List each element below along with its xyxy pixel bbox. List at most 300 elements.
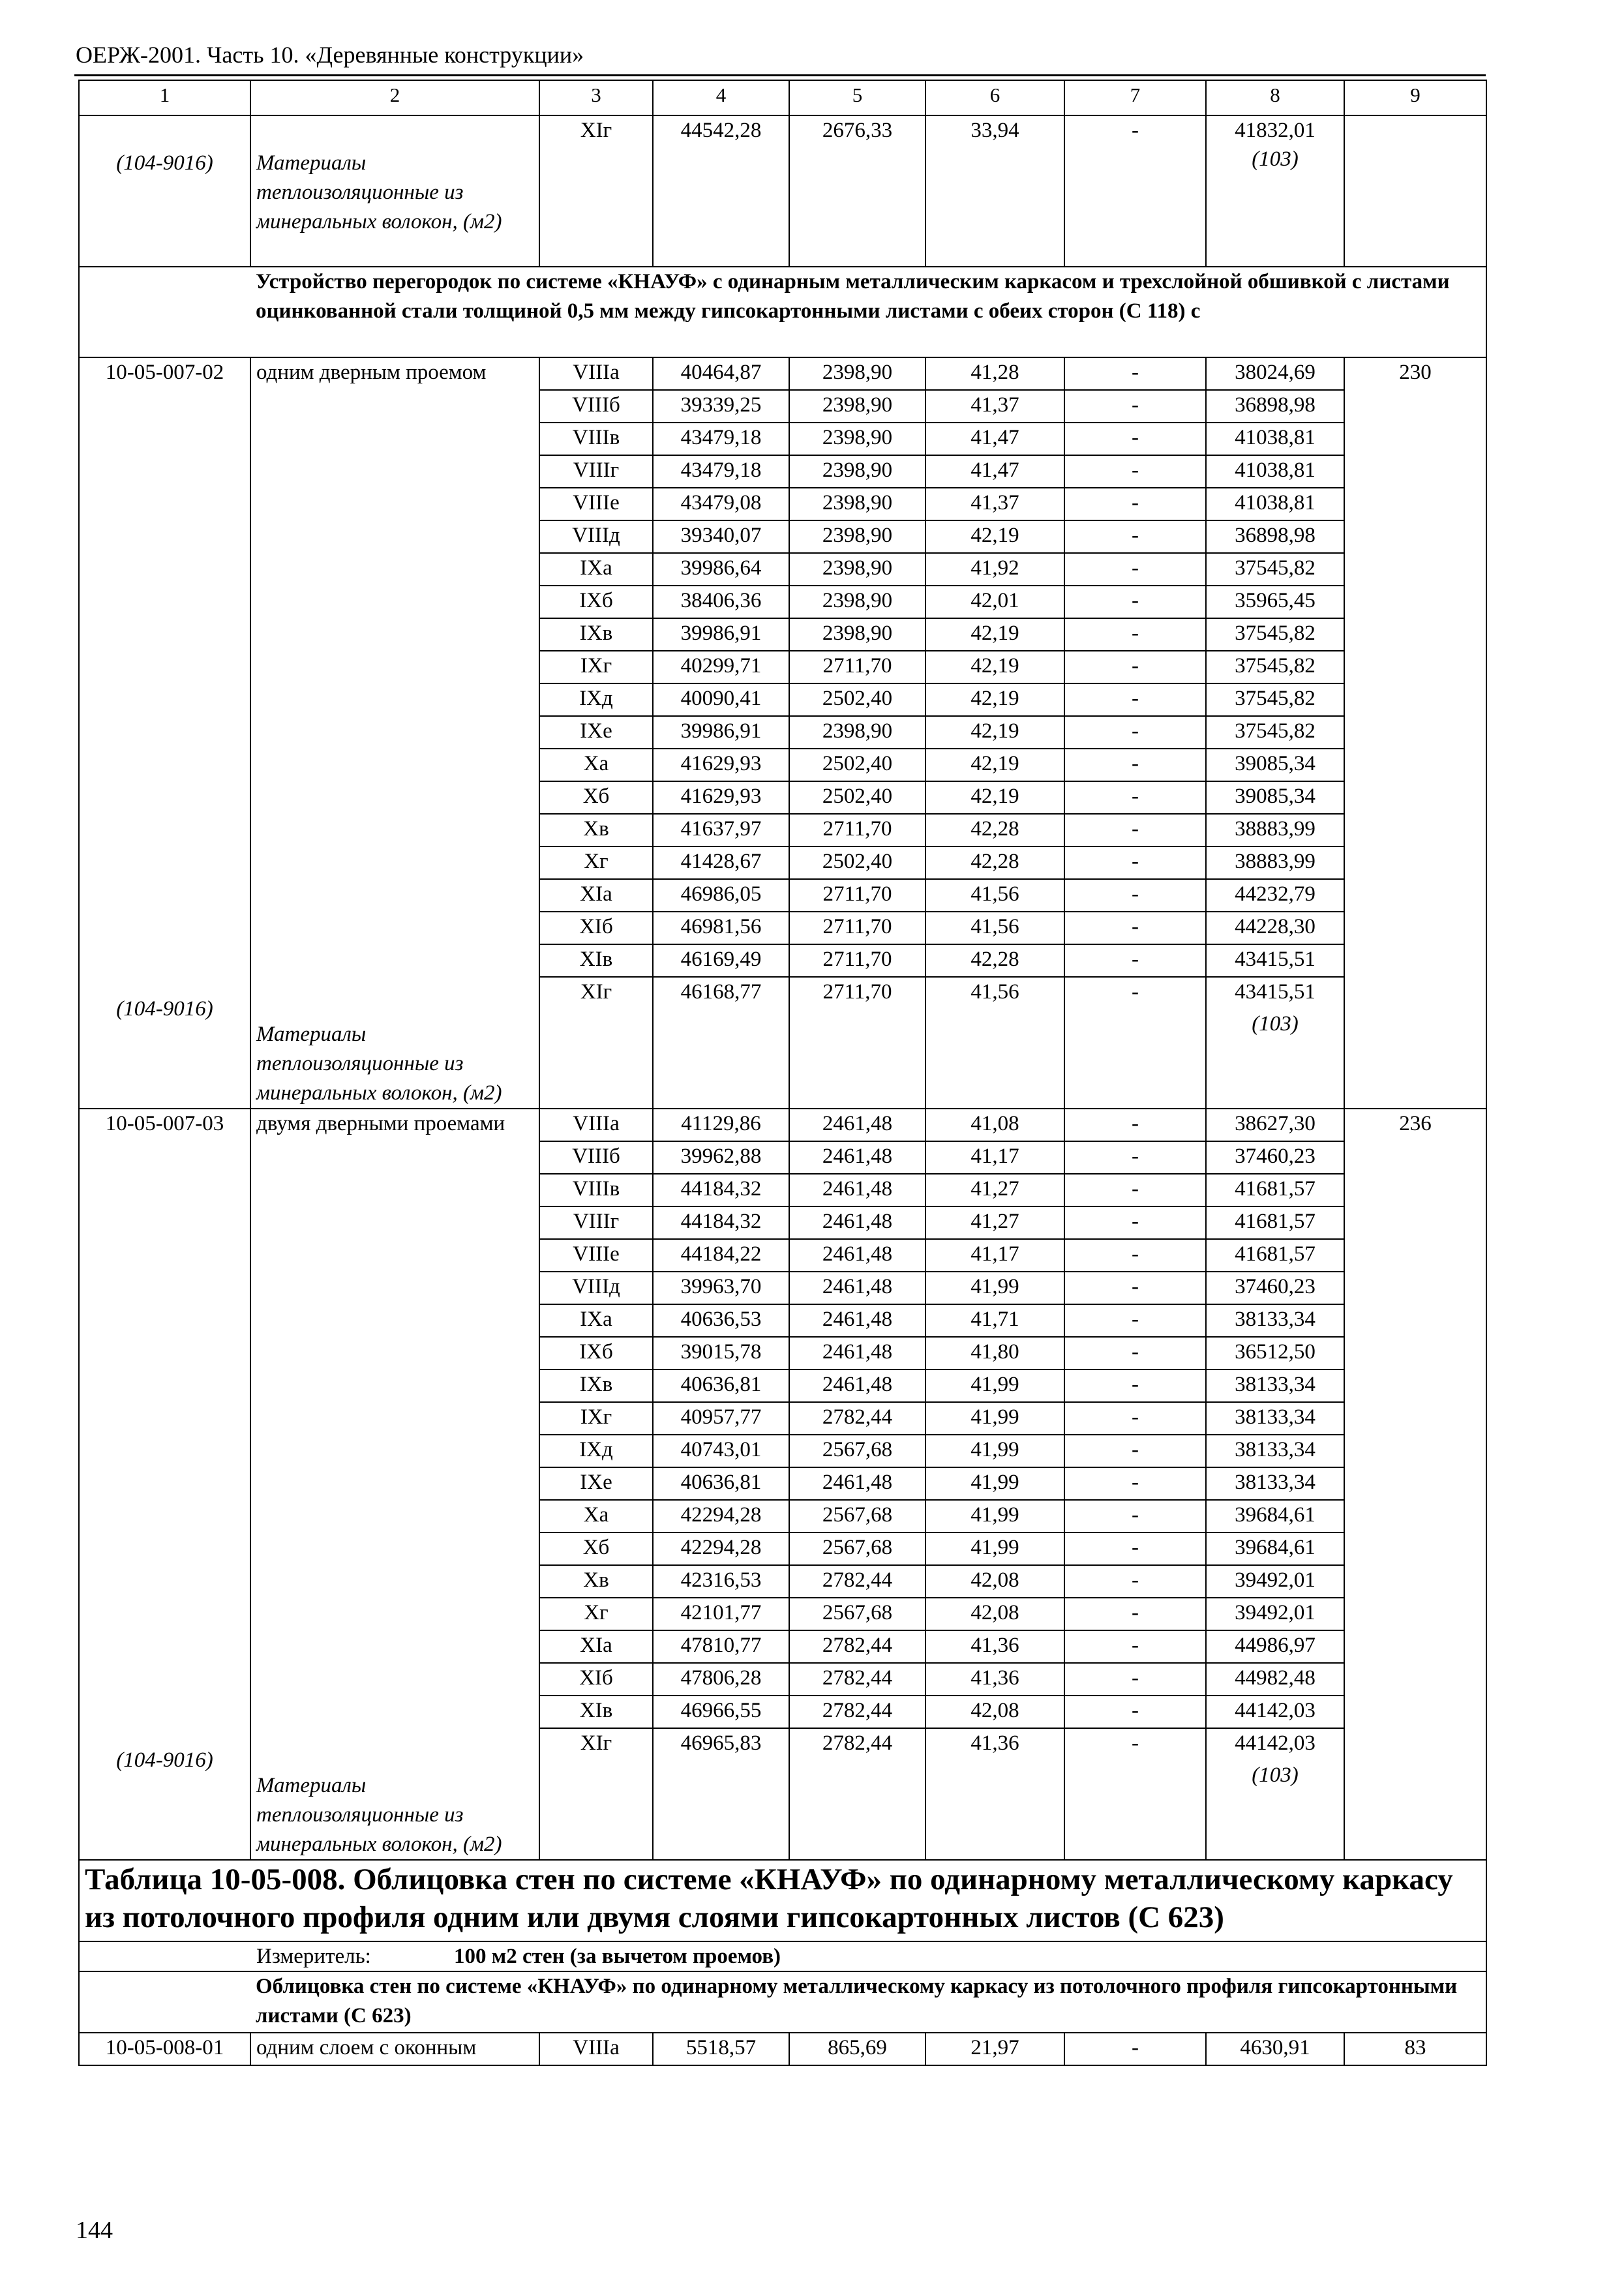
measure-cell [79,1941,1486,1971]
value-cell: - [1064,1206,1206,1239]
value-cell: 39986,64 [653,553,789,586]
name-cell [250,1109,539,1860]
region-cell: IXб [539,1337,653,1369]
value-cell: - [1064,390,1206,423]
value-cell: - [1064,1402,1206,1435]
count-cell: 230 [1344,357,1486,1109]
region-cell: IXв [539,1369,653,1402]
material-ref: (103) [1252,1012,1299,1036]
section-title: Устройство перегородок по системе «КНАУФ» с одинарным металлическим каркасом и трехслойной обшивкой с листами оцинкованной стали толщиной 0,5 мм между гипсокартонными листами с обеих сторон (С 118) с [250,267,1486,357]
value-cell: - [1064,846,1206,879]
column-number: 4 [653,80,789,115]
value-cell: 2711,70 [789,977,925,1010]
value-cell: - [1064,1337,1206,1369]
value-cell: - [1064,977,1206,1010]
value-cell: 44982,48 [1206,1663,1344,1696]
value-cell: - [1064,1533,1206,1565]
empty-cell [1064,1010,1206,1109]
value-cell: 2398,90 [789,390,925,423]
value-cell: 44184,32 [653,1206,789,1239]
region-cell: XIг [539,1728,653,1761]
empty-cell [925,1010,1064,1109]
value-cell: 47810,77 [653,1630,789,1663]
value-cell: 47806,28 [653,1663,789,1696]
region-cell: XIа [539,1630,653,1663]
value-cell: 40090,41 [653,683,789,716]
value-cell: 39986,91 [653,618,789,651]
empty-cell [539,1010,653,1109]
value-cell: 2711,70 [789,879,925,912]
value-cell: 41038,81 [1206,423,1344,455]
value-cell: 38133,34 [1206,1435,1344,1467]
rate-code: 10-05-007-02 [105,361,224,384]
value-cell: 41,80 [925,1337,1064,1369]
value-cell: 42,08 [925,1598,1064,1630]
value-cell: - [1064,749,1206,781]
value-cell: 39492,01 [1206,1565,1344,1598]
value-cell: - [1064,814,1206,846]
count-cell: 236 [1344,1109,1486,1860]
value-cell: - [1064,357,1206,390]
region-cell: IXе [539,1467,653,1500]
region-cell: VIIIе [539,1239,653,1272]
value-cell: 41129,86 [653,1109,789,1141]
region-cell: VIIIб [539,1141,653,1174]
value-cell: 42316,53 [653,1565,789,1598]
material-code: (104-9016) [116,151,213,175]
value-cell: - [1064,1630,1206,1663]
measure-value: 100 м2 стен (за вычетом проемов) [454,1945,781,1968]
value-cell: - [1064,1663,1206,1696]
value-cell: 41,99 [925,1435,1064,1467]
value-cell: 38133,34 [1206,1402,1344,1435]
value-cell: 39492,01 [1206,1598,1344,1630]
empty-cell [79,1971,250,2033]
value-cell: - [1064,683,1206,716]
region-cell: VIIIб [539,390,653,423]
value-cell: 42294,28 [653,1533,789,1565]
value-cell: 41,99 [925,1369,1064,1402]
value-cell: 37545,82 [1206,618,1344,651]
value-cell: 42,28 [925,944,1064,977]
value-cell: 39085,34 [1206,781,1344,814]
name-cell: одним слоем с оконным [250,2033,539,2065]
value-cell: 43479,18 [653,423,789,455]
value-cell: - [1064,1728,1206,1761]
region-cell: Xа [539,749,653,781]
value-cell: 38024,69 [1206,357,1344,390]
empty-cell [653,1761,789,1860]
empty-cell [79,267,250,357]
value: 41832,01 [1235,119,1316,142]
code-cell: 10-05-008-01 [79,2033,250,2065]
value-cell: 2461,48 [789,1467,925,1500]
value-cell: 2782,44 [789,1565,925,1598]
value-cell: 44142,03 [1206,1728,1344,1761]
value-cell: 83 [1344,2033,1486,2065]
column-number: 6 [925,80,1064,115]
region-cell: XIб [539,1663,653,1696]
value-cell: 42,28 [925,814,1064,846]
region-cell: Xб [539,781,653,814]
value-cell: 2461,48 [789,1174,925,1206]
value-cell: 41681,57 [1206,1174,1344,1206]
empty-cell [1344,115,1486,267]
value-cell: 2398,90 [789,455,925,488]
value-cell: 2567,68 [789,1435,925,1467]
value-cell: - [1064,618,1206,651]
material-name: Материалы теплоизоляционные из минеральных волокон, (м2) [256,151,502,233]
value-cell: 2398,90 [789,357,925,390]
region-cell: IXг [539,1402,653,1435]
value-cell: 42,19 [925,781,1064,814]
value-cell: - [1064,115,1206,267]
value-cell: 42,19 [925,651,1064,683]
running-header: ОЕРЖ-2001. Часть 10. «Деревянные конструкции» [76,42,584,68]
value-cell: 46966,55 [653,1696,789,1728]
value-cell: 41,99 [925,1402,1064,1435]
value-cell: - [1064,1239,1206,1272]
value-cell: 41,47 [925,423,1064,455]
value-cell: 39684,61 [1206,1500,1344,1533]
value-cell: 41038,81 [1206,455,1344,488]
column-number: 7 [1064,80,1206,115]
value-cell: 38406,36 [653,586,789,618]
value-cell: 42,08 [925,1565,1064,1598]
value-cell: 2567,68 [789,1533,925,1565]
value-cell: 42,19 [925,520,1064,553]
rate-code: 10-05-007-03 [105,1112,224,1135]
value-cell: 44228,30 [1206,912,1344,944]
value-cell: 2782,44 [789,1663,925,1696]
region-cell: XIг [539,977,653,1010]
value-cell: 2461,48 [789,1206,925,1239]
material-name: Материалы теплоизоляционные из минеральных волокон, (м2) [256,1023,502,1105]
value-cell: 41637,97 [653,814,789,846]
value-cell: 2398,90 [789,553,925,586]
region-cell: IXа [539,553,653,586]
value-cell: 44542,28 [653,115,789,267]
rate-name: двумя дверными проемами [256,1112,505,1135]
value-cell: 42,28 [925,846,1064,879]
material-ref-cell [1206,1761,1344,1860]
value-cell: 44184,32 [653,1174,789,1206]
value-cell: 37545,82 [1206,683,1344,716]
region-cell: IXе [539,716,653,749]
value-cell: 5518,57 [653,2033,789,2065]
value-cell: 2782,44 [789,1728,925,1761]
region-cell: XIа [539,879,653,912]
value-cell: - [1064,1435,1206,1467]
value-cell: 2711,70 [789,651,925,683]
value-cell: 37545,82 [1206,651,1344,683]
value-cell: 2676,33 [789,115,925,267]
value-cell: 41,56 [925,879,1064,912]
value-cell: 43415,51 [1206,977,1344,1010]
value-cell: 37460,23 [1206,1141,1344,1174]
value-cell: 46981,56 [653,912,789,944]
value-cell: 41,17 [925,1239,1064,1272]
empty-cell [1064,1761,1206,1860]
name-cell [250,357,539,1109]
value-cell: - [1064,1467,1206,1500]
value-cell: - [1064,1174,1206,1206]
value-cell [1206,115,1344,267]
table-row [79,357,1486,390]
value-cell: 2461,48 [789,1141,925,1174]
value-cell: 2461,48 [789,1272,925,1304]
region-cell: VIIIг [539,455,653,488]
material-ref: (103) [1252,147,1299,171]
value-cell: 41,56 [925,912,1064,944]
value-cell: 39963,70 [653,1272,789,1304]
material-name: Материалы теплоизоляционные из минеральных волокон, (м2) [256,1774,502,1856]
code-cell [79,357,250,1109]
value-cell: 40957,77 [653,1402,789,1435]
value-cell: 38133,34 [1206,1369,1344,1402]
region-cell: Xв [539,1565,653,1598]
value-cell: - [1064,944,1206,977]
value-cell: - [1064,488,1206,520]
header-rule [74,74,1486,76]
value-cell: 38883,99 [1206,846,1344,879]
value-cell: 41,99 [925,1533,1064,1565]
value-cell: - [1064,1272,1206,1304]
region-cell: XIв [539,944,653,977]
value-cell: 2782,44 [789,1630,925,1663]
column-number: 3 [539,80,653,115]
value-cell: 2782,44 [789,1696,925,1728]
value-cell: - [1064,879,1206,912]
region-cell: VIIIд [539,1272,653,1304]
region-cell: IXд [539,683,653,716]
value-cell: 39340,07 [653,520,789,553]
value-cell: - [1064,912,1206,944]
value-cell: 40743,01 [653,1435,789,1467]
value-cell: 40299,71 [653,651,789,683]
region-cell: VIIIе [539,488,653,520]
value-cell: 41,08 [925,1109,1064,1141]
material-name-cell [250,115,539,267]
value-cell: 46986,05 [653,879,789,912]
value-cell: 41,36 [925,1630,1064,1663]
value-cell: 40464,87 [653,357,789,390]
rates-table [78,80,1487,2066]
value-cell: 21,97 [925,2033,1064,2065]
value-cell: 42,19 [925,749,1064,781]
value-cell: 2398,90 [789,520,925,553]
value-cell: 2398,90 [789,488,925,520]
value-cell: 41,27 [925,1174,1064,1206]
value-cell: 2461,48 [789,1369,925,1402]
region-cell: XIг [539,115,653,267]
value-cell: 42,08 [925,1696,1064,1728]
value-cell: 43479,08 [653,488,789,520]
value-cell: 38627,30 [1206,1109,1344,1141]
value-cell: 2502,40 [789,846,925,879]
material-code: (104-9016) [116,1748,213,1772]
page-number: 144 [76,2217,113,2244]
value-cell: 43415,51 [1206,944,1344,977]
value-cell: 38883,99 [1206,814,1344,846]
value-cell: 42294,28 [653,1500,789,1533]
value-cell: 2502,40 [789,781,925,814]
value-cell: 39986,91 [653,716,789,749]
material-code: (104-9016) [116,997,213,1021]
region-cell: VIIIд [539,520,653,553]
region-cell: XIв [539,1696,653,1728]
value-cell: 33,94 [925,115,1064,267]
value-cell: - [1064,1565,1206,1598]
table-row [79,2033,1486,2065]
region-cell: Xв [539,814,653,846]
value-cell: 41,56 [925,977,1064,1010]
value-cell: 41,99 [925,1467,1064,1500]
column-number: 2 [250,80,539,115]
value-cell: 2711,70 [789,944,925,977]
rate-name: одним дверным проемом [256,361,487,384]
value-cell: 37460,23 [1206,1272,1344,1304]
title-row [79,1860,1486,1941]
value-cell: - [1064,423,1206,455]
value-cell: 2461,48 [789,1239,925,1272]
column-number: 5 [789,80,925,115]
value-cell: - [1064,651,1206,683]
value-cell: 39015,78 [653,1337,789,1369]
column-number: 1 [79,80,250,115]
value-cell: 44184,22 [653,1239,789,1272]
value-cell: - [1064,781,1206,814]
section-row [79,267,1486,357]
value-cell: 2782,44 [789,1402,925,1435]
value-cell: - [1064,716,1206,749]
material-code-cell [79,115,250,267]
value-cell: - [1064,1500,1206,1533]
value-cell: 42,19 [925,716,1064,749]
value-cell: 2711,70 [789,814,925,846]
value-cell: 41038,81 [1206,488,1344,520]
material-ref-cell [1206,1010,1344,1109]
region-cell: XIб [539,912,653,944]
value-cell: 39962,88 [653,1141,789,1174]
value-cell: 35965,45 [1206,586,1344,618]
region-cell: IXб [539,586,653,618]
value-cell: 2502,40 [789,683,925,716]
value-cell: 41428,67 [653,846,789,879]
value-cell: - [1064,1141,1206,1174]
region-cell: VIIIа [539,357,653,390]
value-cell: - [1064,1696,1206,1728]
value-cell: - [1064,553,1206,586]
value-cell: 42,19 [925,618,1064,651]
value-cell: 39085,34 [1206,749,1344,781]
value-cell: 41,27 [925,1206,1064,1239]
value-cell: 2398,90 [789,423,925,455]
value-cell: 38133,34 [1206,1304,1344,1337]
value-cell: 39684,61 [1206,1533,1344,1565]
empty-cell [653,1010,789,1109]
value-cell: 41,36 [925,1663,1064,1696]
value-cell: 39339,25 [653,390,789,423]
value-cell: 44142,03 [1206,1696,1344,1728]
value-cell: 2567,68 [789,1598,925,1630]
empty-cell [789,1010,925,1109]
value-cell: 2567,68 [789,1500,925,1533]
measure-label: Измеритель: [256,1945,371,1968]
value-cell: 41,37 [925,390,1064,423]
region-cell: VIIIв [539,1174,653,1206]
code-cell [79,1109,250,1860]
value-cell: 2398,90 [789,716,925,749]
value-cell: 2461,48 [789,1337,925,1369]
value-cell: 46965,83 [653,1728,789,1761]
column-number: 9 [1344,80,1486,115]
value-cell: 2398,90 [789,586,925,618]
value-cell: - [1064,1109,1206,1141]
region-cell: VIIIв [539,423,653,455]
region-cell: IXд [539,1435,653,1467]
region-cell: Xг [539,1598,653,1630]
value-cell: 38133,34 [1206,1467,1344,1500]
value-cell: 43479,18 [653,455,789,488]
value-cell: 42,19 [925,683,1064,716]
value-cell: 42,01 [925,586,1064,618]
value-cell: - [1064,1369,1206,1402]
value-cell: 36512,50 [1206,1337,1344,1369]
measure-row [79,1941,1486,1971]
empty-cell [789,1761,925,1860]
value-cell: - [1064,586,1206,618]
material-ref: (103) [1252,1763,1299,1787]
value-cell: 41,17 [925,1141,1064,1174]
value-cell: 46168,77 [653,977,789,1010]
empty-cell [539,1761,653,1860]
value-cell: 40636,53 [653,1304,789,1337]
value-cell: 41681,57 [1206,1206,1344,1239]
value-cell: - [1064,455,1206,488]
table-row [79,115,1486,267]
value-cell: 36898,98 [1206,390,1344,423]
region-cell: VIIIг [539,1206,653,1239]
region-cell: Xа [539,1500,653,1533]
value-cell: 41,36 [925,1728,1064,1761]
value-cell: 44232,79 [1206,879,1344,912]
region-cell: IXв [539,618,653,651]
value-cell: 2711,70 [789,912,925,944]
value-cell: 37545,82 [1206,716,1344,749]
value-cell: 41681,57 [1206,1239,1344,1272]
value-cell: 41,71 [925,1304,1064,1337]
value-cell: 865,69 [789,2033,925,2065]
region-cell: Xб [539,1533,653,1565]
value-cell: 2398,90 [789,618,925,651]
value-cell: 2461,48 [789,1109,925,1141]
column-number: 8 [1206,80,1344,115]
value-cell: 41629,93 [653,749,789,781]
value-cell: 36898,98 [1206,520,1344,553]
value-cell: 41,37 [925,488,1064,520]
value-cell: 41,92 [925,553,1064,586]
value-cell: 4630,91 [1206,2033,1344,2065]
region-cell: VIIIа [539,2033,653,2065]
value-cell: - [1064,1598,1206,1630]
table-title: Таблица 10-05-008. Облицовка стен по системе «КНАУФ» по одинарному металлическому каркасу из потолочного профиля одним или двумя слоями гипсокартонных листов (С 623) [79,1860,1486,1941]
value-cell: 2502,40 [789,749,925,781]
section-title: Облицовка стен по системе «КНАУФ» по одинарному металлическому каркасу из потолочного профиля гипсокартонными листами (С 623) [250,1971,1486,2033]
region-cell: IXа [539,1304,653,1337]
region-cell: Xг [539,846,653,879]
empty-cell [925,1761,1064,1860]
